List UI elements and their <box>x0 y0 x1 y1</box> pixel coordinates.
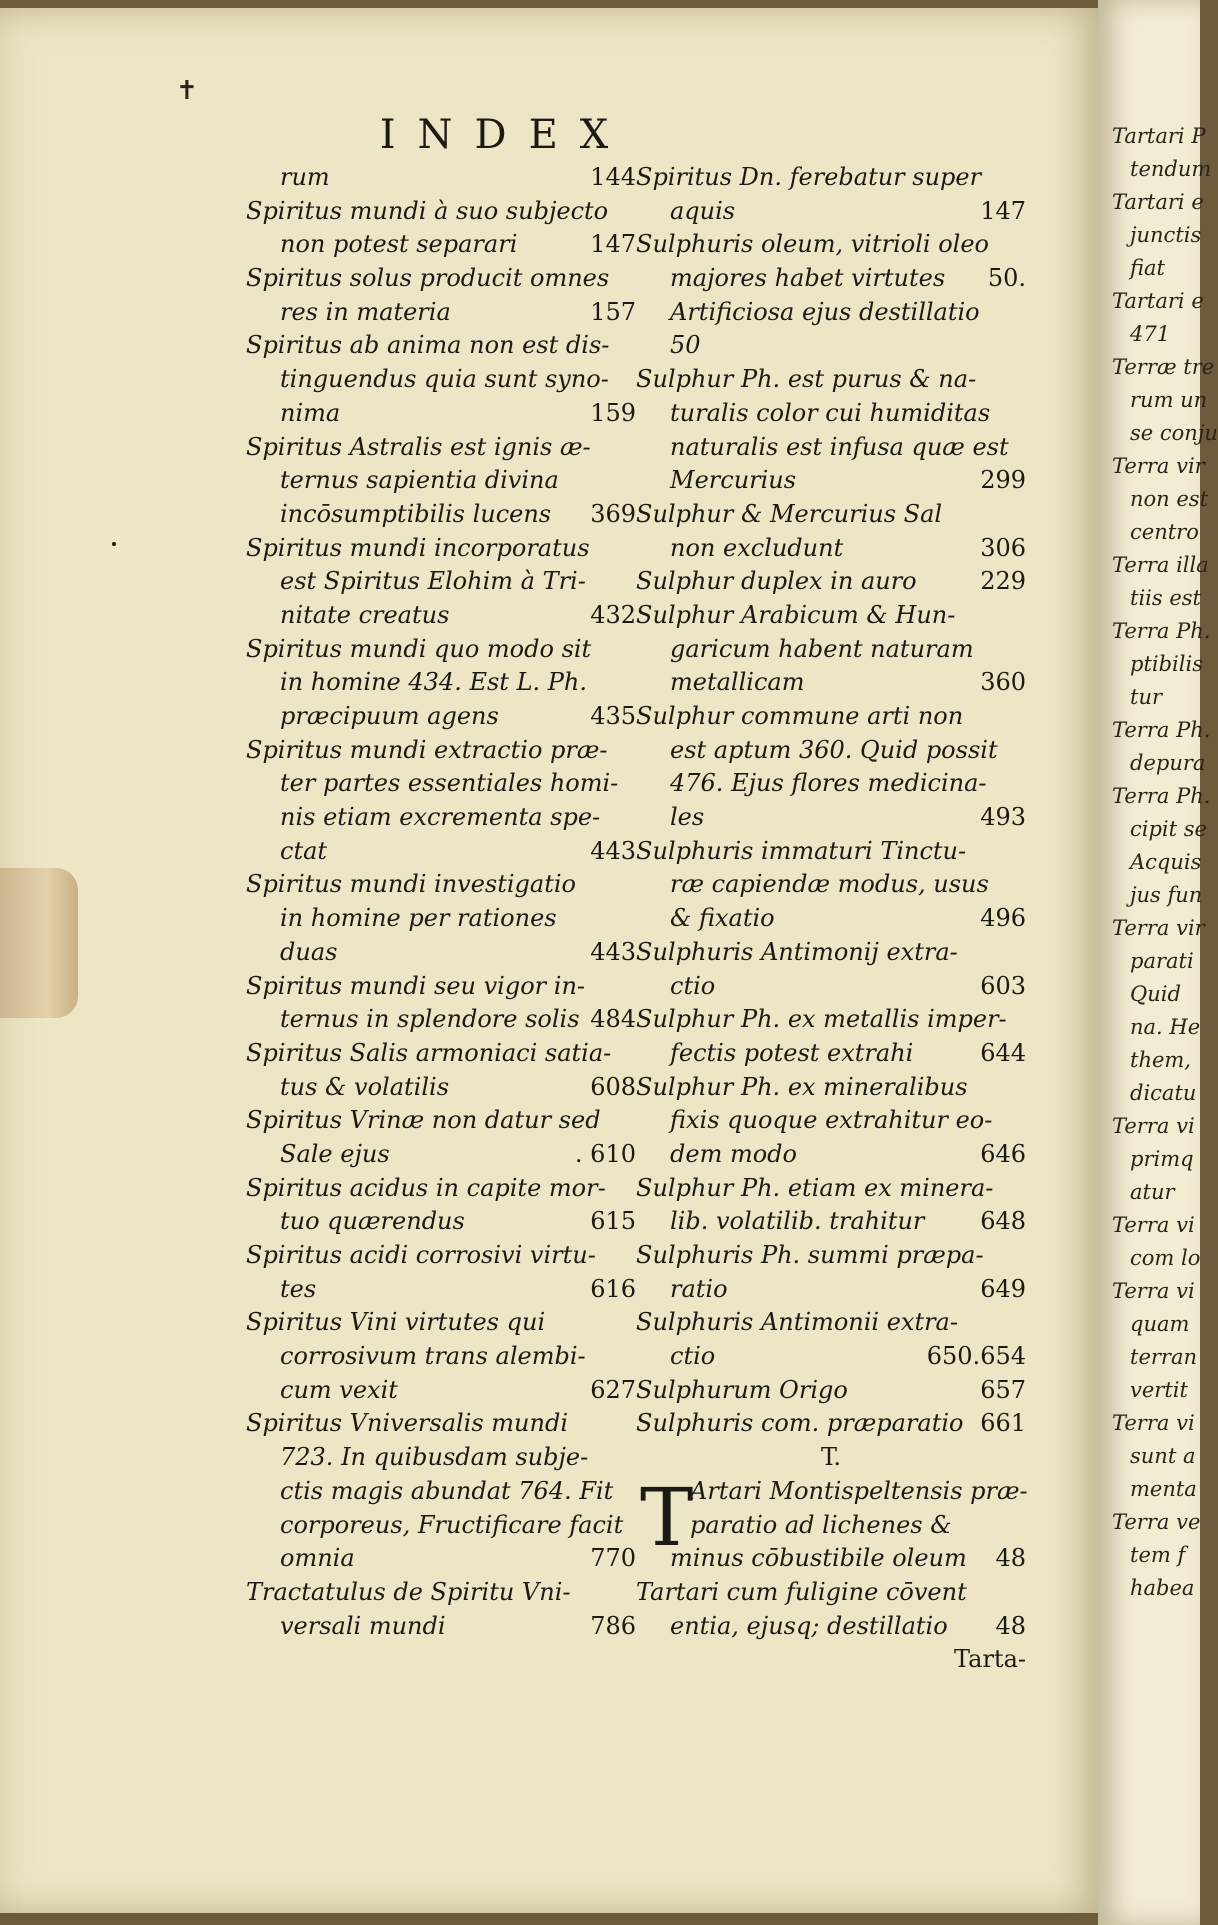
next-page-fragment: tendum <box>1130 157 1212 181</box>
entry-text: versali mundi <box>280 1611 446 1640</box>
index-entry-line <box>246 532 636 566</box>
page-number: 603 <box>980 971 1026 1000</box>
page-number: 627 <box>590 1375 636 1404</box>
index-entry-line <box>636 1037 1026 1071</box>
entry-text: ctat <box>280 836 328 865</box>
page-number: Tarta- <box>954 1645 1026 1674</box>
entry-text: Sulphuris com. præparatio <box>636 1409 964 1438</box>
entry-text: Spiritus mundi investigatio <box>246 870 576 899</box>
page-number: 644 <box>980 1038 1026 1067</box>
index-entry-line <box>636 1542 1026 1576</box>
index-entry-line <box>246 363 636 397</box>
entry-text: Sulphur duplex in auro <box>636 567 917 596</box>
page-number <box>1022 498 1026 532</box>
entry-text: Sulphuris Antimonij extra- <box>636 937 958 966</box>
entry-text: Artari Montispeltensis præ- <box>690 1476 1028 1505</box>
page-number: . 610 <box>574 1139 636 1168</box>
index-entry-line <box>246 666 636 700</box>
index-entry-line <box>246 195 636 229</box>
index-entry-line <box>636 868 1026 902</box>
index-entry-line <box>246 801 636 835</box>
next-page-fragment: rum un <box>1130 388 1208 412</box>
entry-text: ter partes essentiales homi- <box>280 769 619 798</box>
index-entry-line <box>636 195 1026 229</box>
entry-text: 50 <box>670 331 701 360</box>
page-number: 435 <box>590 702 636 730</box>
next-page-fragment: Quid <box>1130 982 1181 1006</box>
ink-dot <box>112 542 116 546</box>
page-number <box>1022 1003 1026 1037</box>
page-number: 144 <box>590 163 636 191</box>
page-number: 299 <box>980 466 1026 495</box>
page-number: 369 <box>590 499 636 528</box>
next-page-fragment: com lo <box>1130 1246 1201 1270</box>
index-entry-line <box>246 1374 636 1408</box>
index-entry-line <box>636 1205 1026 1239</box>
page-number <box>1022 700 1026 734</box>
index-entry-line <box>636 431 1026 465</box>
entry-text: entia, ejusq; destillatio <box>670 1611 948 1640</box>
entry-text: ternus sapientia divina <box>280 466 559 495</box>
entry-text: metallicam <box>670 668 805 697</box>
page-number <box>1022 1239 1026 1273</box>
entry-text: res in materia <box>280 297 451 326</box>
entry-text: est Spiritus Elohim à Tri- <box>280 567 586 596</box>
entry-text: Spiritus mundi à suo subjecto <box>246 196 609 225</box>
page-number <box>1022 431 1026 465</box>
book-page <box>0 8 1098 1913</box>
page-number <box>1022 936 1026 970</box>
page-number <box>1022 599 1026 633</box>
index-entry-line <box>246 1205 636 1239</box>
entry-text: majores habet virtutes <box>670 264 946 293</box>
entry-text: ternus in splendore solis <box>280 1005 580 1034</box>
index-entry-line <box>246 1172 636 1206</box>
index-entry-line <box>636 1509 1026 1543</box>
next-page-fragment: Tartari e <box>1112 289 1204 313</box>
next-page-fragment: vertit <box>1130 1378 1188 1402</box>
index-entry-line <box>246 902 636 936</box>
entry-text: tuo quærendus <box>280 1207 465 1236</box>
drop-cap-letter: T <box>640 1471 694 1564</box>
entry-text: in homine per rationes <box>280 904 557 933</box>
page-number: 616 <box>590 1274 636 1303</box>
index-entry-line <box>636 599 1026 633</box>
index-entry-line <box>246 228 636 262</box>
index-entry-line <box>246 262 636 296</box>
page-number: 50. <box>987 264 1026 293</box>
entry-text: Spiritus Salis armoniaci satia- <box>246 1038 612 1067</box>
index-entry-line <box>636 835 1026 869</box>
next-page-fragment: na. He <box>1130 1015 1201 1039</box>
entry-text: Spiritus Astralis est ignis æ- <box>246 432 591 461</box>
next-page-fragment: Terra vi <box>1112 1411 1195 1435</box>
index-entry-line <box>636 464 1026 498</box>
page-number <box>1022 1071 1026 1105</box>
entry-text: nis etiam excrementa spe- <box>280 803 601 832</box>
next-page-fragment: tiis est <box>1130 586 1201 610</box>
index-entry-line <box>636 1071 1026 1105</box>
entry-text: Tractatulus de Spiritu Vni- <box>246 1577 571 1606</box>
page-number <box>1022 767 1026 801</box>
index-entry-line <box>636 902 1026 936</box>
index-entry-line <box>636 1475 1026 1509</box>
index-entry-line <box>636 498 1026 532</box>
entry-text: garicum habent naturam <box>670 634 974 663</box>
index-entry-line <box>636 970 1026 1004</box>
entry-text: Spiritus acidus in capite mor- <box>246 1173 606 1202</box>
next-page-fragment: Terra ve <box>1112 1510 1201 1534</box>
entry-text: ctis magis abundat 764. Fit <box>280 1476 614 1505</box>
page-number <box>1022 734 1026 768</box>
page-number: 650.654 <box>926 1342 1026 1371</box>
entry-text: Sulphuris Ph. summi præpa- <box>636 1241 984 1269</box>
index-entry-line <box>246 1509 636 1543</box>
entry-text: corrosivum trans alembi- <box>280 1342 586 1371</box>
index-entry-line <box>246 565 636 599</box>
index-entry-line <box>636 734 1026 768</box>
index-entry-line <box>246 700 636 734</box>
index-entry-line <box>636 666 1026 700</box>
page-number <box>1022 363 1026 397</box>
entry-text: Spiritus acidi corrosivi virtu- <box>246 1241 596 1269</box>
index-entry-line <box>636 936 1026 970</box>
next-page-fragment: Terra vi <box>1112 1114 1195 1138</box>
index-entry-line <box>636 532 1026 566</box>
index-entry-line <box>636 1340 1026 1374</box>
next-page-fragment: fiat <box>1130 256 1165 280</box>
entry-text: ctio <box>670 1342 716 1371</box>
next-page-fragment: primq <box>1130 1147 1194 1171</box>
entry-text: tus & volatilis <box>280 1072 450 1101</box>
entry-text: nima <box>280 398 341 427</box>
next-page-fragment: Tartari P <box>1112 124 1206 148</box>
index-entry-line <box>246 835 636 869</box>
index-entry-line <box>636 228 1026 262</box>
next-page-fragment: sunt a <box>1130 1444 1196 1468</box>
index-entry-line <box>246 1306 636 1340</box>
page-number: 484 <box>590 1005 636 1034</box>
left-index-column <box>246 161 636 1643</box>
entry-text: in homine 434. Est L. Ph. <box>280 668 587 697</box>
next-page-fragment: jus fun <box>1130 883 1203 907</box>
index-entry-line <box>246 1003 636 1037</box>
index-entry-line <box>246 1610 636 1644</box>
next-page-fragment: ptibilis <box>1130 652 1203 676</box>
page-number <box>1022 161 1026 195</box>
entry-text: omnia <box>280 1544 355 1573</box>
page-title: INDEX <box>379 112 631 158</box>
page-number: 147 <box>980 196 1026 225</box>
entry-text: Sulphur Ph. est purus & na- <box>636 365 977 394</box>
entry-text: tes <box>280 1274 317 1303</box>
entry-text: Artificiosa ejus destillatio <box>670 297 980 326</box>
index-entry-line <box>246 633 636 667</box>
page-number: 661 <box>980 1409 1026 1438</box>
next-page-fragment: cipit se <box>1130 817 1207 841</box>
index-entry-line <box>636 700 1026 734</box>
next-page-fragment: Acquis <box>1130 850 1202 874</box>
entry-text: incōsumptibilis lucens <box>280 499 552 528</box>
page-number: 649 <box>980 1274 1026 1303</box>
next-page-fragment: Terra Ph. <box>1112 619 1211 643</box>
entry-text: Sulphur Ph. etiam ex minera- <box>636 1173 994 1202</box>
page-number: 648 <box>980 1207 1026 1236</box>
entry-text: Spiritus mundi extractio præ- <box>246 735 608 764</box>
next-page-fragment: quam <box>1130 1312 1190 1336</box>
entry-text: Sulphur commune arti non <box>636 702 964 730</box>
entry-text: rum <box>280 163 330 191</box>
page-number <box>1022 868 1026 902</box>
index-entry-line <box>246 1441 636 1475</box>
entry-text: tinguendus quia sunt syno- <box>280 365 609 394</box>
index-entry-line <box>246 1576 636 1610</box>
entry-text: 476. Ejus flores medicina- <box>670 769 987 798</box>
entry-text: Spiritus solus producit omnes <box>246 264 610 293</box>
index-entry-line <box>636 1239 1026 1273</box>
entry-text: fectis potest extrahi <box>670 1038 914 1067</box>
next-page-fragment: menta <box>1130 1477 1197 1501</box>
entry-text: Sulphur Ph. ex metallis imper- <box>636 1005 1007 1034</box>
page-number: 615 <box>590 1207 636 1236</box>
index-entry-line <box>246 1138 636 1172</box>
page-number <box>1022 1172 1026 1206</box>
next-page-fragment: centro <box>1130 520 1199 544</box>
next-page-fragment: tur <box>1130 685 1163 709</box>
entry-text: 723. In quibusdam subje- <box>280 1443 589 1472</box>
entry-text: cum vexit <box>280 1375 398 1404</box>
entry-text: Sulphuris immaturi Tinctu- <box>636 836 967 865</box>
page-number <box>1028 1475 1032 1509</box>
next-page-fragment: Terra vi <box>1112 1279 1195 1303</box>
index-entry-line <box>636 1273 1026 1307</box>
index-entry-line <box>636 161 1026 195</box>
entry-text: nitate creatus <box>280 600 450 629</box>
next-page-edge <box>1098 0 1218 1925</box>
entry-text: fixis quoque extrahitur eo- <box>670 1106 993 1135</box>
next-page-fragment: Terra vir <box>1112 916 1205 940</box>
entry-text <box>636 1643 950 1677</box>
entry-text: Spiritus Vrinæ non datur sed <box>246 1106 601 1135</box>
page-number: 159 <box>590 398 636 427</box>
index-entry-line <box>246 1273 636 1307</box>
index-entry-line <box>246 464 636 498</box>
entry-text: aquis <box>670 196 736 225</box>
entry-text: les <box>670 803 705 832</box>
index-entry-line <box>246 1475 636 1509</box>
page-number: 432 <box>590 600 636 629</box>
next-page-fragment: atur <box>1130 1180 1175 1204</box>
page-number: 229 <box>980 567 1026 596</box>
next-page-fragment: depura <box>1130 751 1206 775</box>
page-number: 360 <box>980 668 1026 697</box>
cross-mark-icon: ✝ <box>176 76 198 106</box>
index-entry-line <box>246 970 636 1004</box>
index-entry-line <box>636 1138 1026 1172</box>
index-entry-line <box>246 1104 636 1138</box>
page-number <box>1022 633 1026 667</box>
entry-text: Sulphuris oleum, vitrioli oleo <box>636 230 989 259</box>
index-entry-line <box>246 161 636 195</box>
entry-text: & fixatio <box>670 904 775 933</box>
entry-text: duas <box>280 937 338 966</box>
index-entry-line <box>246 329 636 363</box>
index-entry-line <box>246 1239 636 1273</box>
entry-text: paratio ad lichenes & <box>690 1510 952 1539</box>
index-entry-line <box>636 1172 1026 1206</box>
page-number: 786 <box>590 1611 636 1640</box>
entry-text: Sulphur & Mercurius Sal <box>636 499 943 528</box>
entry-text: Mercurius <box>670 466 797 495</box>
page-number: 48 <box>995 1544 1026 1573</box>
next-page-fragment: Terra Ph. <box>1112 784 1211 808</box>
index-entry-line <box>246 1037 636 1071</box>
page-number: 496 <box>980 904 1026 933</box>
next-page-fragment: dicatu <box>1130 1081 1197 1105</box>
page-number <box>1022 1104 1026 1138</box>
page-number <box>1022 835 1026 869</box>
index-entry-line <box>246 1340 636 1374</box>
index-entry-line <box>636 1374 1026 1408</box>
page-number <box>1022 1576 1026 1610</box>
next-page-fragment: them, <box>1130 1048 1191 1072</box>
entry-text: præcipuum agens <box>280 702 499 730</box>
entry-text: Spiritus ab anima non est dis- <box>246 331 610 360</box>
index-entry-line <box>246 296 636 330</box>
entry-text: Sulphurum Origo <box>636 1375 848 1404</box>
entry-text: dem modo <box>670 1139 797 1168</box>
next-page-fragment: se conju <box>1130 421 1218 445</box>
index-entry-line <box>636 767 1026 801</box>
entry-text: Spiritus mundi quo modo sit <box>246 634 592 663</box>
entry-text: non excludunt <box>670 533 844 562</box>
entry-text: Sulphuris Antimonii extra- <box>636 1308 958 1337</box>
page-number: 657 <box>980 1375 1026 1404</box>
page-number: 157 <box>590 297 636 326</box>
index-entry-line <box>636 1003 1026 1037</box>
index-entry-line <box>636 296 1026 330</box>
entry-text: Spiritus mundi incorporatus <box>246 533 590 562</box>
index-entry-line <box>246 734 636 768</box>
index-entry-line <box>636 1643 1026 1677</box>
index-entry-line <box>636 565 1026 599</box>
page-number: 306 <box>980 533 1026 562</box>
next-page-fragment: Terra vi <box>1112 1213 1195 1237</box>
page-number: 147 <box>590 230 636 259</box>
index-entry-line <box>636 329 1026 363</box>
entry-text: Spiritus Dn. ferebatur super <box>636 163 982 191</box>
index-entry-line <box>636 633 1026 667</box>
page-number <box>1022 397 1026 431</box>
page-number: 770 <box>590 1544 636 1573</box>
entry-text: corporeus, Fructificare facit <box>280 1510 624 1539</box>
index-entry-line <box>246 498 636 532</box>
entry-text: minus cōbustibile oleum <box>670 1544 967 1573</box>
section-letter: T. <box>820 1443 842 1472</box>
next-page-fragment: non est <box>1130 487 1209 511</box>
page-number: 443 <box>590 836 636 865</box>
next-page-fragment: 471 <box>1130 322 1171 346</box>
page-number: 608 <box>590 1072 636 1101</box>
index-entry-line <box>246 1407 636 1441</box>
index-entry-line <box>246 397 636 431</box>
page-number: 493 <box>980 803 1026 832</box>
entry-text: ctio <box>670 971 716 1000</box>
entry-text: turalis color cui humiditas <box>670 398 991 427</box>
entry-text: Tartari cum fuligine cōvent <box>636 1577 967 1606</box>
index-entry-line <box>246 431 636 465</box>
index-entry-line <box>636 1306 1026 1340</box>
next-page-fragment: tem f <box>1130 1543 1186 1567</box>
entry-text: ræ capiendæ modus, usus <box>670 870 989 899</box>
next-page-fragment: parati <box>1130 949 1194 973</box>
entry-text: ratio <box>670 1274 728 1303</box>
entry-text: Spiritus Vniversalis mundi <box>246 1409 569 1438</box>
page-number <box>1022 296 1026 330</box>
index-entry-line <box>636 262 1026 296</box>
index-entry-line <box>636 363 1026 397</box>
entry-text: Sulphur Ph. ex mineralibus <box>636 1072 968 1101</box>
entry-text: Spiritus mundi seu vigor in- <box>246 971 586 1000</box>
index-entry-line <box>636 1576 1026 1610</box>
next-page-fragment: Terra vir <box>1112 454 1205 478</box>
index-entry-line <box>636 1104 1026 1138</box>
index-entry-line <box>246 936 636 970</box>
entry-text: non potest separari <box>280 230 518 259</box>
page-number: 443 <box>590 937 636 966</box>
entry-text: Sulphur Arabicum & Hun- <box>636 600 956 629</box>
page-number <box>1022 228 1026 262</box>
next-page-fragment: Terra illa <box>1112 553 1209 577</box>
index-entry-line <box>246 1542 636 1576</box>
index-entry-line <box>636 397 1026 431</box>
entry-text: Sale ejus <box>280 1139 390 1168</box>
right-index-column <box>636 161 1026 1677</box>
page-number <box>1022 1509 1026 1543</box>
page-number <box>1022 1306 1026 1340</box>
next-page-fragment: Terra Ph. <box>1112 718 1211 742</box>
next-page-fragment: terran <box>1130 1345 1197 1369</box>
index-entry-line <box>636 1407 1026 1441</box>
entry-text: naturalis est infusa quæ est <box>670 432 1009 461</box>
index-entry-line <box>246 767 636 801</box>
next-page-fragment: Terræ tre <box>1112 355 1215 379</box>
index-entry-line <box>246 599 636 633</box>
index-entry-line <box>636 801 1026 835</box>
entry-text: lib. volatilib. trahitur <box>670 1207 925 1236</box>
index-entry-line <box>636 1610 1026 1644</box>
next-page-fragment: junctis <box>1130 223 1202 247</box>
next-page-fragments <box>1112 120 1218 1605</box>
entry-text: Spiritus Vini virtutes qui <box>246 1308 546 1337</box>
next-page-fragment: Tartari e <box>1112 190 1204 214</box>
page-tab <box>0 868 78 1018</box>
entry-text: est aptum 360. Quid possit <box>670 735 998 764</box>
page-number: 48 <box>995 1611 1026 1640</box>
next-page-fragment: habea <box>1130 1576 1195 1600</box>
index-entry-line <box>246 1071 636 1105</box>
page-number <box>1022 329 1026 363</box>
page-number: 646 <box>980 1139 1026 1168</box>
index-entry-line <box>246 868 636 902</box>
